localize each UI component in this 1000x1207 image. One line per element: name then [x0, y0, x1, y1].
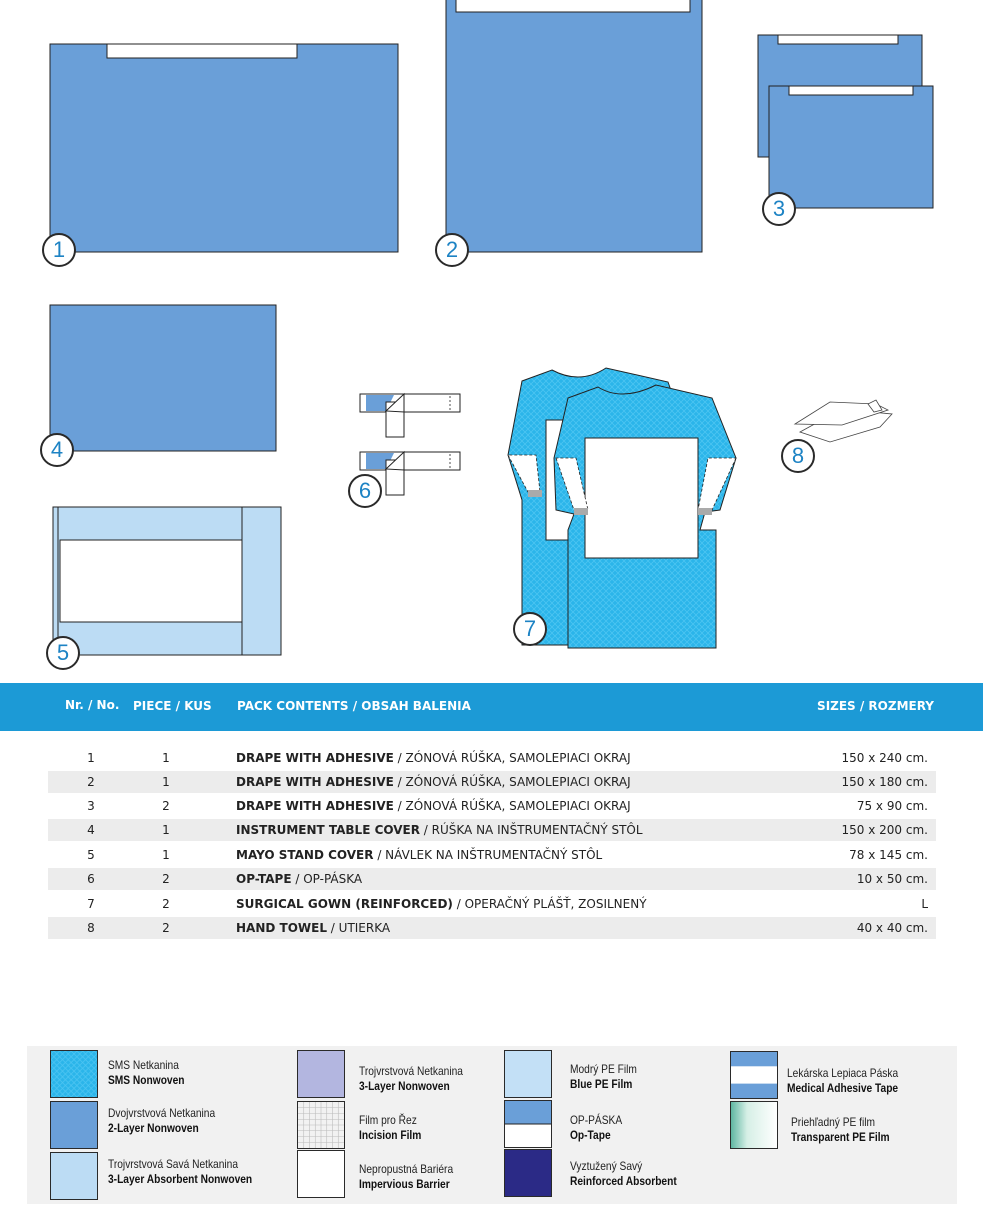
- legend-label: Dvojvrstvová Netkanina 2-Layer Nonwoven: [108, 1106, 216, 1135]
- table-row: [48, 868, 936, 890]
- row-number: 4: [87, 823, 95, 837]
- row-piece: 1: [162, 775, 170, 789]
- row-contents: DRAPE WITH ADHESIVE / ZÓNOVÁ RÚŠKA, SAMOLEPIACI OKRAJ: [236, 751, 631, 765]
- drape-1-illustration: [50, 44, 398, 252]
- item-7-badge: 7: [513, 612, 547, 646]
- row-size: 78 x 145 cm.: [849, 848, 928, 862]
- row-number: 5: [87, 848, 95, 862]
- blue-pe-film-swatch: [504, 1050, 552, 1098]
- item-3-badge: 3: [762, 192, 796, 226]
- table-cover-illustration: [50, 305, 276, 451]
- row-piece: 2: [162, 872, 170, 886]
- material-legend: [27, 1046, 957, 1204]
- row-size: 75 x 90 cm.: [856, 799, 928, 813]
- op-tape-swatch: [504, 1100, 552, 1148]
- reinforced-absorbent-swatch: [504, 1149, 552, 1197]
- item-4-badge: 4: [40, 433, 74, 467]
- row-number: 8: [87, 921, 95, 935]
- medical-adhesive-tape-swatch: [730, 1051, 778, 1099]
- table-row: [48, 893, 936, 915]
- row-size: 150 x 180 cm.: [841, 775, 928, 789]
- surgical-gown-illustration: [508, 368, 736, 648]
- legend-label: Trojvrstvová Netkanina 3-Layer Nonwoven: [359, 1064, 463, 1093]
- row-size: 10 x 50 cm.: [856, 872, 928, 886]
- legend-label: Lekárska Lepiaca Páska Medical Adhesive Tape: [787, 1066, 899, 1095]
- row-piece: 2: [162, 799, 170, 813]
- legend-label: OP-PÁSKA Op-Tape: [570, 1113, 623, 1142]
- row-piece: 1: [162, 751, 170, 765]
- row-number: 7: [87, 897, 95, 911]
- row-contents: INSTRUMENT TABLE COVER / RÚŠKA NA INŠTRUMENTAČNÝ STÔL: [236, 823, 643, 837]
- header-piece: PIECE / KUS: [133, 699, 212, 713]
- item-1-badge: 1: [42, 233, 76, 267]
- row-number: 2: [87, 775, 95, 789]
- row-size: 150 x 240 cm.: [841, 751, 928, 765]
- row-size: L: [921, 897, 928, 911]
- legend-label: Film pro Řez Incision Film: [359, 1113, 422, 1142]
- header-contents: PACK CONTENTS / OBSAH BALENIA: [237, 699, 471, 713]
- three-layer-absorbent-swatch: [50, 1152, 98, 1200]
- row-piece: 1: [162, 823, 170, 837]
- table-row: [48, 771, 936, 793]
- legend-label: Nepropustná Bariéra Impervious Barrier: [359, 1162, 454, 1191]
- header-sizes: SIZES / ROZMERY: [817, 699, 934, 713]
- row-contents: HAND TOWEL / UTIERKA: [236, 921, 391, 935]
- item-5-badge: 5: [46, 636, 80, 670]
- row-number: 6: [87, 872, 95, 886]
- item-8-badge: 8: [781, 439, 815, 473]
- legend-label: Vyztužený Savý Reinforced Absorbent: [570, 1159, 677, 1188]
- incision-film-swatch: [297, 1101, 345, 1149]
- row-number: 1: [87, 751, 95, 765]
- row-number: 3: [87, 799, 95, 813]
- row-piece: 1: [162, 848, 170, 862]
- row-contents: OP-TAPE / OP-PÁSKA: [236, 872, 363, 886]
- legend-label: Modrý PE Film Blue PE Film: [570, 1062, 637, 1091]
- row-contents: DRAPE WITH ADHESIVE / ZÓNOVÁ RÚŠKA, SAMOLEPIACI OKRAJ: [236, 799, 631, 813]
- table-row: [48, 844, 936, 866]
- two-layer-nonwoven-swatch: [50, 1101, 98, 1149]
- table-row: [48, 747, 936, 769]
- row-piece: 2: [162, 897, 170, 911]
- table-header: [0, 683, 983, 731]
- table-row: [48, 917, 936, 939]
- row-contents: DRAPE WITH ADHESIVE / ZÓNOVÁ RÚŠKA, SAMOLEPIACI OKRAJ: [236, 775, 631, 789]
- impervious-barrier-swatch: [297, 1150, 345, 1198]
- header-no: Nr. / No.: [65, 698, 120, 712]
- row-size: 40 x 40 cm.: [856, 921, 928, 935]
- row-size: 150 x 200 cm.: [841, 823, 928, 837]
- item-2-badge: 2: [435, 233, 469, 267]
- item-6-badge: 6: [348, 474, 382, 508]
- mayo-stand-cover-illustration: [53, 507, 281, 655]
- drape-3-illustration: [758, 35, 933, 208]
- legend-label: Trojvrstvová Savá Netkanina 3-Layer Absorbent Nonwoven: [108, 1157, 253, 1186]
- sms-nonwoven-swatch: [50, 1050, 98, 1098]
- three-layer-nonwoven-swatch: [297, 1050, 345, 1098]
- row-piece: 2: [162, 921, 170, 935]
- drape-2-illustration: [446, 0, 702, 252]
- table-row: [48, 795, 936, 817]
- legend-label: SMS Netkanina SMS Nonwoven: [108, 1058, 185, 1087]
- transparent-pe-film-swatch: [730, 1101, 778, 1149]
- table-row: [48, 819, 936, 841]
- row-contents: MAYO STAND COVER / NÁVLEK NA INŠTRUMENTAČNÝ STÔL: [236, 848, 603, 862]
- legend-label: Priehľadný PE film Transparent PE Film: [791, 1115, 890, 1144]
- hand-towel-illustration: [795, 400, 892, 442]
- row-contents: SURGICAL GOWN (REINFORCED) / OPERAČNÝ PLÁŠŤ, ZOSILNENÝ: [236, 897, 647, 911]
